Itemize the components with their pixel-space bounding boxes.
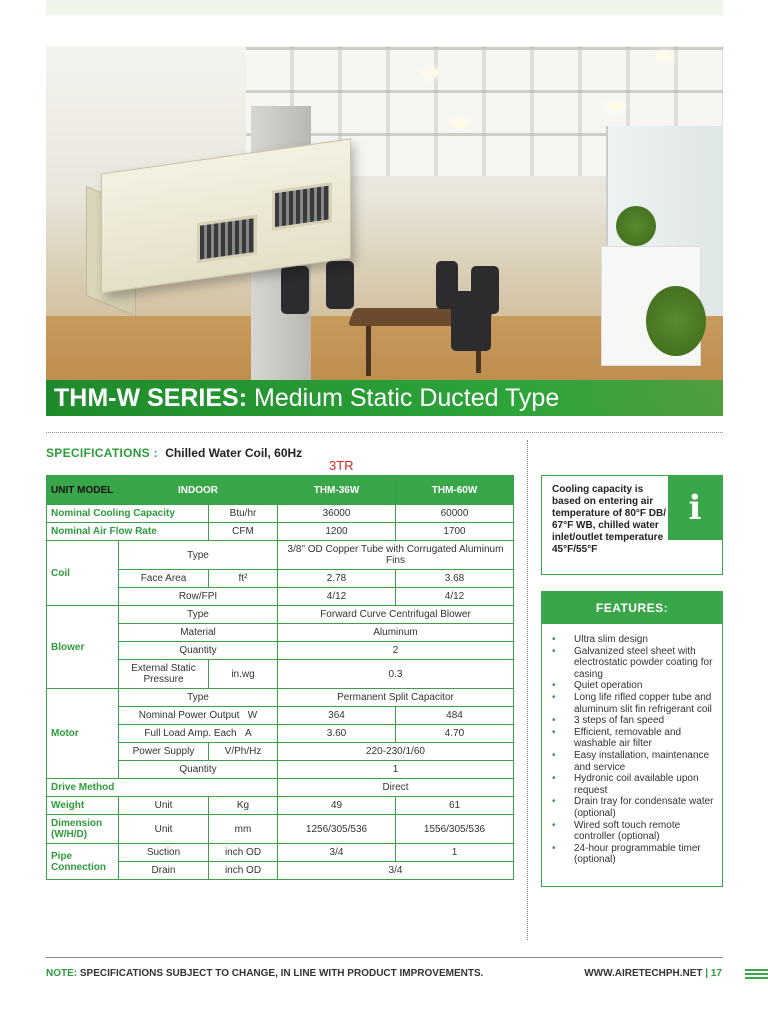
list-item: • Hydronic coil available upon request: [552, 773, 714, 796]
plant: [616, 206, 656, 246]
row-label: Suction: [119, 844, 209, 862]
ceiling-lamp: [656, 51, 674, 61]
blower-outlet: [272, 182, 332, 230]
features-box: [541, 591, 723, 887]
table-row: [47, 815, 514, 844]
features-list: [542, 624, 722, 866]
stripes-decoration: [745, 969, 768, 979]
note-text: SPECIFICATIONS SUBJECT TO CHANGE, IN LINE WITH PRODUCT IMPROVEMENTS.: [77, 968, 484, 979]
table-row: [47, 541, 514, 570]
list-item: • Quiet operation: [552, 680, 714, 692]
series-title-bold: THM-W SERIES:: [54, 384, 248, 412]
group-label-motor: Motor: [47, 689, 119, 779]
ceiling-lamp: [606, 101, 624, 111]
website-link[interactable]: WWW.AIRETECHPH.NET: [584, 968, 703, 979]
cell-value: 36000: [278, 505, 396, 523]
row-label: Drive Method: [47, 779, 278, 797]
row-label: Nominal Cooling Capacity: [47, 505, 209, 523]
row-label: Nominal Air Flow Rate: [47, 523, 209, 541]
list-item: • 3 steps of fan speed: [552, 715, 714, 727]
top-band: [46, 0, 723, 15]
cell-value: 61: [396, 797, 514, 815]
cell-value: 1: [396, 844, 514, 862]
row-unit: CFM: [209, 523, 278, 541]
row-label: Type: [119, 689, 278, 707]
row-unit: in.wg: [209, 660, 278, 689]
row-label: Full Load Amp. Each: [144, 728, 237, 739]
table-row: [47, 689, 514, 707]
list-item: • Ultra slim design: [552, 634, 714, 646]
row-label: Material: [119, 624, 278, 642]
cell-value: 4/12: [396, 588, 514, 606]
list-item: • Galvanized steel sheet with electrostatic powder coating for casing: [552, 646, 714, 681]
dotted-column-divider: [527, 440, 528, 940]
cell-value: 2: [278, 642, 514, 660]
table-row: [47, 797, 514, 815]
row-unit-label: Unit: [119, 797, 209, 815]
info-icon: i: [668, 476, 722, 540]
row-label: Dimension (W/H/D): [47, 815, 119, 844]
row-unit: inch OD: [209, 844, 278, 862]
handwritten-annotation: 3TR: [329, 458, 354, 473]
row-label: External Static Pressure: [119, 660, 209, 689]
footer-note: [46, 968, 483, 979]
footer-site: [584, 968, 722, 979]
list-item: • Efficient, removable and washable air filter: [552, 727, 714, 750]
row-label-with-unit: [119, 707, 278, 725]
row-unit: Kg: [209, 797, 278, 815]
row-label: Drain: [119, 862, 209, 880]
list-item: • Long life rifled copper tube and aluminum slit fin refrigerant coil: [552, 692, 714, 715]
chair: [451, 291, 491, 351]
cell-value: 4/12: [278, 588, 396, 606]
row-label: Face Area: [119, 570, 209, 588]
row-label: Nominal Power Output: [138, 710, 240, 721]
ducted-unit: [101, 138, 351, 293]
cell-value: 1: [278, 761, 514, 779]
header-indoor: INDOOR: [119, 476, 278, 505]
group-label-blower: Blower: [47, 606, 119, 689]
cell-value: 3/8" OD Copper Tube with Corrugated Aluminum Fins: [278, 541, 514, 570]
table-row: [47, 779, 514, 797]
specifications-subtitle: Chilled Water Coil, 60Hz: [165, 446, 303, 460]
series-title: [46, 380, 723, 416]
cell-value: Forward Curve Centrifugal Blower: [278, 606, 514, 624]
blower-outlet: [197, 215, 257, 263]
row-label: Quantity: [119, 761, 278, 779]
note-label: NOTE:: [46, 968, 78, 979]
row-unit: Btu/hr: [209, 505, 278, 523]
group-label-coil: Coil: [47, 541, 119, 606]
cell-value: Aluminum: [278, 624, 514, 642]
cell-value: 484: [396, 707, 514, 725]
table-header-row: [47, 476, 514, 505]
row-label: Weight: [47, 797, 119, 815]
row-unit: ft²: [209, 570, 278, 588]
cell-value: Direct: [278, 779, 514, 797]
cell-value: Permanent Split Capacitor: [278, 689, 514, 707]
cell-value: 3/4: [278, 844, 396, 862]
table-row: [47, 606, 514, 624]
row-unit: A: [244, 728, 252, 739]
list-item: • Wired soft touch remote controller (optional): [552, 820, 714, 843]
chair: [326, 261, 354, 309]
row-unit: inch OD: [209, 862, 278, 880]
header-model-60w: THM-60W: [396, 476, 514, 505]
specifications-label: SPECIFICATIONS :: [46, 446, 158, 460]
footer-separator: |: [702, 968, 711, 979]
cell-value: 1256/305/536: [278, 815, 396, 844]
specifications-heading: [46, 446, 302, 460]
cell-value: 4.70: [396, 725, 514, 743]
features-title: FEATURES:: [542, 592, 722, 624]
table-row: [47, 844, 514, 862]
row-label: Type: [119, 541, 278, 570]
page-number: 17: [710, 968, 722, 979]
cell-value: 3.60: [278, 725, 396, 743]
info-text: Cooling capacity is based on entering air temperature of 80°F DB/ 67°F WB, chilled water inlet/outlet temperature 45°F/55°F: [552, 484, 667, 555]
list-item: • Drain tray for condensate water (optional): [552, 796, 714, 819]
ceiling-lamp: [451, 118, 469, 128]
row-label-with-unit: [119, 725, 278, 743]
cell-value: 60000: [396, 505, 514, 523]
cell-value: 3/4: [278, 862, 514, 880]
cell-value: 2.78: [278, 570, 396, 588]
specifications-table: [46, 475, 514, 880]
list-item: • Easy installation, maintenance and service: [552, 750, 714, 773]
row-label: Row/FPI: [119, 588, 278, 606]
row-unit: V/Ph/Hz: [209, 743, 278, 761]
list-item: • 24-hour programmable timer (optional): [552, 843, 714, 866]
dotted-divider: [46, 432, 723, 433]
table-row: [47, 523, 514, 541]
table-row: [47, 505, 514, 523]
row-label: Power Supply: [119, 743, 209, 761]
table-leg: [366, 321, 371, 376]
cell-value: 49: [278, 797, 396, 815]
cell-value: 1200: [278, 523, 396, 541]
hero-image: [46, 46, 723, 416]
cell-value: 0.3: [278, 660, 514, 689]
row-unit: W: [247, 710, 258, 721]
info-box: [541, 475, 723, 575]
chair: [281, 266, 309, 314]
footer-divider: [46, 957, 723, 958]
ceiling-lamp: [421, 68, 439, 78]
row-unit-label: Unit: [119, 815, 209, 844]
row-unit: mm: [209, 815, 278, 844]
cell-value: 1700: [396, 523, 514, 541]
cell-value: 364: [278, 707, 396, 725]
series-title-rest: Medium Static Ducted Type: [247, 384, 560, 412]
cell-value: 1556/305/536: [396, 815, 514, 844]
header-unit-model: UNIT MODEL: [47, 476, 119, 505]
plant: [646, 286, 706, 356]
group-label-pipe: Pipe Connection: [47, 844, 119, 880]
row-label: Quantity: [119, 642, 278, 660]
cell-value: 3.68: [396, 570, 514, 588]
row-label: Type: [119, 606, 278, 624]
cell-value: 220-230/1/60: [278, 743, 514, 761]
header-model-36w: THM-36W: [278, 476, 396, 505]
